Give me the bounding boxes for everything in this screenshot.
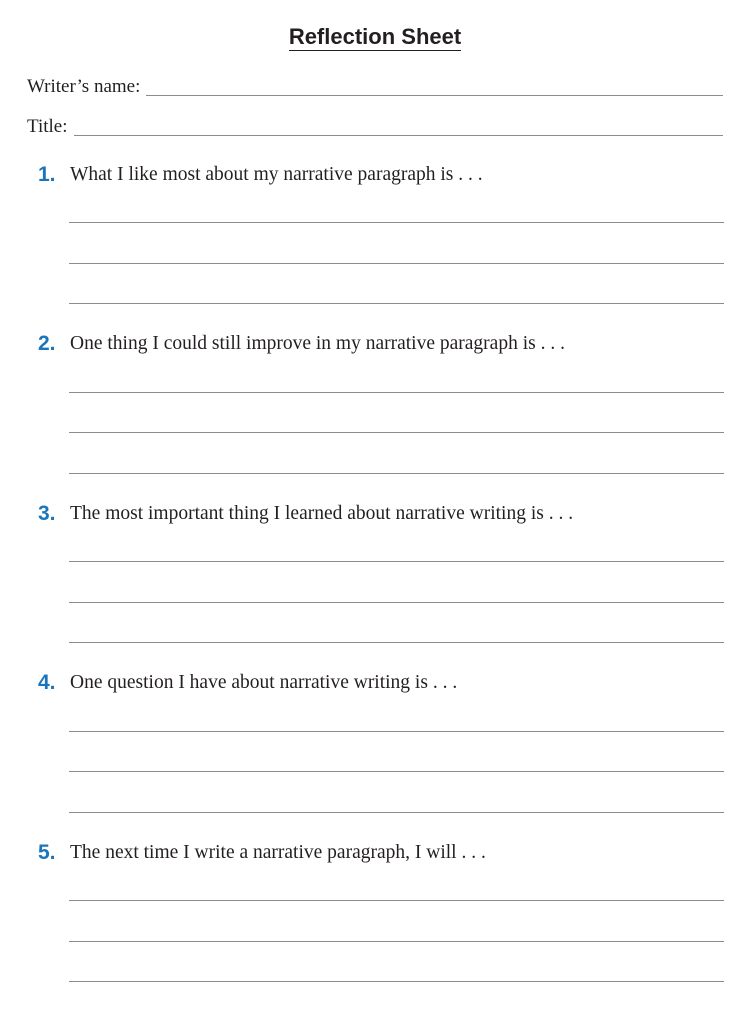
question-number: 5. (38, 841, 56, 864)
question-prompt: What I like most about my narrative paragraph is . . . (70, 164, 483, 185)
answer-line[interactable] (69, 941, 724, 942)
question-prompt: One thing I could still improve in my narrative paragraph is . . . (70, 333, 565, 354)
title-row (27, 116, 723, 138)
question-1 (0, 162, 750, 332)
question-number: 4. (38, 671, 56, 694)
question-prompt: The most important thing I learned about narrative writing is . . . (70, 503, 574, 524)
answer-line[interactable] (69, 771, 724, 772)
answer-line[interactable] (69, 981, 724, 982)
question-number: 3. (38, 502, 56, 525)
writers-name-row (27, 76, 723, 98)
answer-line[interactable] (69, 222, 724, 223)
page-title (0, 22, 750, 52)
writers-name-line[interactable] (146, 94, 723, 96)
answer-line[interactable] (69, 432, 724, 433)
answer-line[interactable] (69, 812, 724, 813)
question-prompt: One question I have about narrative writing is . . . (70, 672, 458, 693)
question-number: 1. (38, 163, 56, 186)
answer-line[interactable] (69, 602, 724, 603)
answer-line[interactable] (69, 473, 724, 474)
page-title-text: Reflection Sheet (288, 24, 462, 49)
answer-line[interactable] (69, 731, 724, 732)
answer-line[interactable] (69, 900, 724, 901)
question-2 (0, 331, 750, 501)
writers-name-label: Writer’s name: (27, 76, 141, 97)
question-number: 2. (38, 332, 56, 355)
question-3 (0, 501, 750, 671)
answer-line[interactable] (69, 642, 724, 643)
question-prompt: The next time I write a narrative paragraph, I will . . . (70, 842, 486, 863)
title-line[interactable] (74, 134, 724, 136)
question-5 (0, 840, 750, 1010)
question-4 (0, 670, 750, 840)
answer-line[interactable] (69, 303, 724, 304)
answer-line[interactable] (69, 392, 724, 393)
answer-line[interactable] (69, 561, 724, 562)
title-label: Title: (27, 116, 68, 137)
answer-line[interactable] (69, 263, 724, 264)
